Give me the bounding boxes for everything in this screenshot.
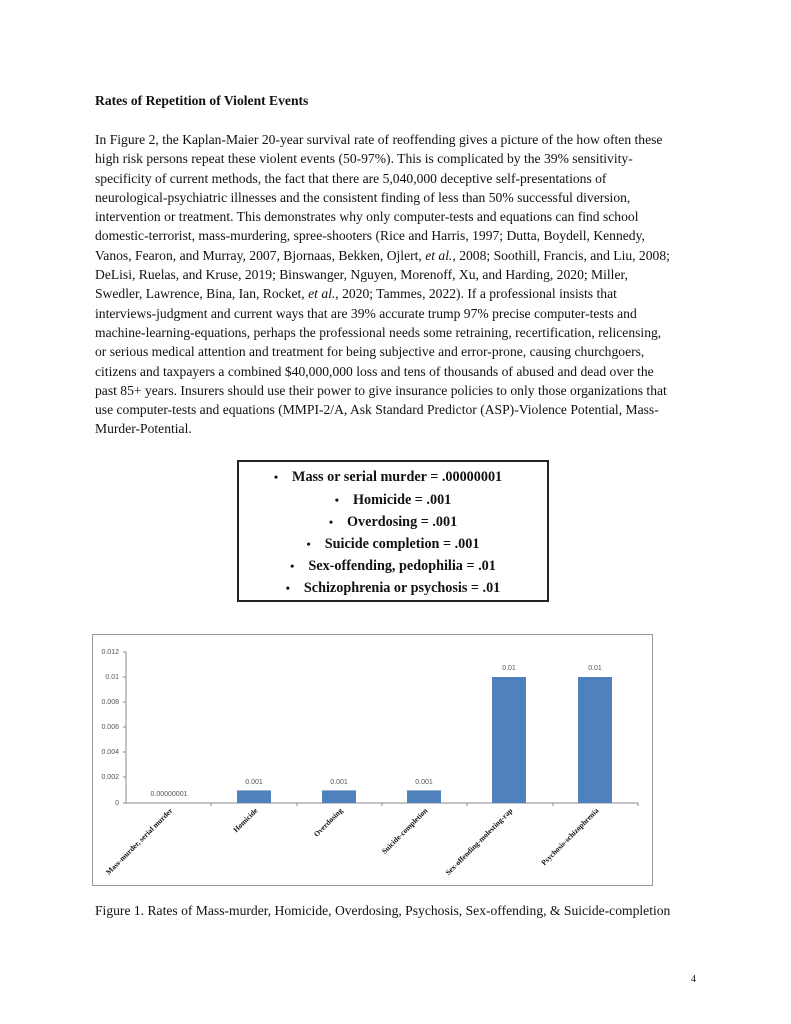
svg-text:0.01: 0.01 [588, 665, 602, 672]
svg-text:Suicide-completion: Suicide-completion [379, 806, 430, 856]
paragraph-line: neurological-psychiatric illnesses and the consistent finding of less than 50% successful diversion, [95, 189, 631, 205]
paragraph-line: citizens and taxpayers a combined $40,000,000 loss and tens of thousands of abused and dead over the [95, 363, 654, 379]
svg-text:Overdosing: Overdosing [311, 806, 345, 839]
paragraph-line: machine-learning-equations, perhaps the professional needs some retraining, recertification, relicensing, [95, 324, 662, 340]
chart-svg [93, 635, 651, 884]
x-category-labels [104, 805, 601, 876]
svg-text:0.01: 0.01 [502, 665, 516, 672]
bar-overdosing [322, 790, 356, 803]
y-tick-labels [101, 649, 119, 807]
paragraph-line: specificity of current methods, the fact that there are 5,040,000 deceptive self-presentations of [95, 170, 607, 186]
svg-text:Psychosis-schizophrenia: Psychosis-schizophrenia [539, 806, 601, 868]
bullet-icon: • [328, 515, 334, 529]
svg-text:0.002: 0.002 [101, 774, 119, 781]
bullet-icon: • [334, 493, 339, 507]
paragraph-line: In Figure 2, the Kaplan-Maier 20-year survival rate of reoffending gives a picture of the how often these [95, 132, 663, 147]
rate-item: • Suicide completion = .001 [306, 536, 480, 552]
paragraph-line: or serious medical attention and treatment for being subjective and error-prone, causing churchgoers, [95, 344, 645, 360]
paragraph-line: use computer-tests and equations (MMPI-2/A, Ask Standard Predictor (ASP)-Violence Potential, Mass- [95, 402, 659, 418]
paragraph-line: DeLisi, Ruelas, and Kruse, 2019; Binswanger, Nguyen, Morenoff, Xu, and Harding, 2020; Miller, [95, 267, 628, 283]
svg-text:0: 0 [115, 800, 119, 807]
data-labels [151, 665, 602, 798]
svg-text:0.012: 0.012 [101, 649, 119, 656]
paragraph-line: interviews-judgment and current ways that are 39% accurate trump 97% precise computer-tests and [95, 305, 637, 321]
paragraph-line: domestic-terrorist, mass-murdering, spree-shooters (Rice and Harris, 1997; Dutta, Boydell, Kennedy, [95, 228, 645, 244]
svg-text:0.006: 0.006 [101, 724, 119, 731]
svg-text:0.001: 0.001 [415, 779, 433, 786]
svg-text:0.008: 0.008 [101, 699, 119, 706]
svg-text:Homicide: Homicide [231, 806, 260, 835]
bar-psychosis [578, 677, 612, 803]
paragraph-line: high risk persons repeat these violent events (50-97%). This is complicated by the 39% sensitivity- [95, 151, 633, 167]
paragraph-line: Murder-Potential. [95, 421, 192, 437]
bullet-icon: • [306, 537, 311, 551]
y-axis [123, 652, 126, 803]
paragraph-line: Vanos, Fearon, and Murray, 2007, Bjornaas, Bekken, Ojlert, et al., 2008; Soothill, Francis, and Liu, 2008; [95, 247, 670, 263]
rate-item: • Overdosing = .001 [328, 514, 458, 530]
bar-homicide [237, 790, 271, 803]
bullet-icon: • [273, 470, 279, 484]
rate-item: • Homicide = .001 [334, 492, 452, 508]
bar-sex-offending [492, 677, 526, 803]
svg-text:0.00000001: 0.00000001 [150, 791, 188, 798]
figure-caption: Figure 1. Rates of Mass-murder, Homicide, Overdosing, Psychosis, Sex-offending, & Suicide-completion [95, 903, 671, 918]
rates-bar-chart [92, 634, 653, 886]
rate-item: • Schizophrenia or psychosis = .01 [285, 580, 501, 596]
svg-text:0.001: 0.001 [330, 779, 348, 786]
bar-suicide-completion [407, 790, 441, 803]
x-axis [126, 803, 638, 806]
paragraph-line: past 85+ years. Insurers should use their power to give insurance policies to only those organizations that [95, 382, 667, 398]
body-paragraph [95, 130, 715, 439]
svg-text:Mass-murder, serial murder: Mass-murder, serial murder [103, 806, 175, 877]
rate-item: • Mass or serial murder = .00000001 [273, 469, 503, 485]
paragraph-line: Swedler, Lawrence, Bina, Ian, Rocket, et al., 2020; Tammes, 2022). If a professional insists that [95, 286, 617, 302]
svg-text:Sex-offending-molesting-rap: Sex-offending-molesting-rap [443, 806, 515, 877]
paragraph-line: intervention or treatment. This demonstrates why only computer-tests and equations can find school [95, 209, 639, 225]
rates-summary-box [237, 460, 549, 602]
svg-text:0.01: 0.01 [105, 674, 119, 681]
svg-text:0.004: 0.004 [101, 749, 119, 756]
svg-text:0.001: 0.001 [245, 779, 263, 786]
bullet-icon: • [285, 581, 290, 595]
section-heading: Rates of Repetition of Violent Events [95, 93, 309, 108]
rate-item: • Sex-offending, pedophilia = .01 [290, 558, 496, 574]
page-number: 4 [691, 974, 696, 985]
bullet-icon: • [290, 559, 295, 573]
